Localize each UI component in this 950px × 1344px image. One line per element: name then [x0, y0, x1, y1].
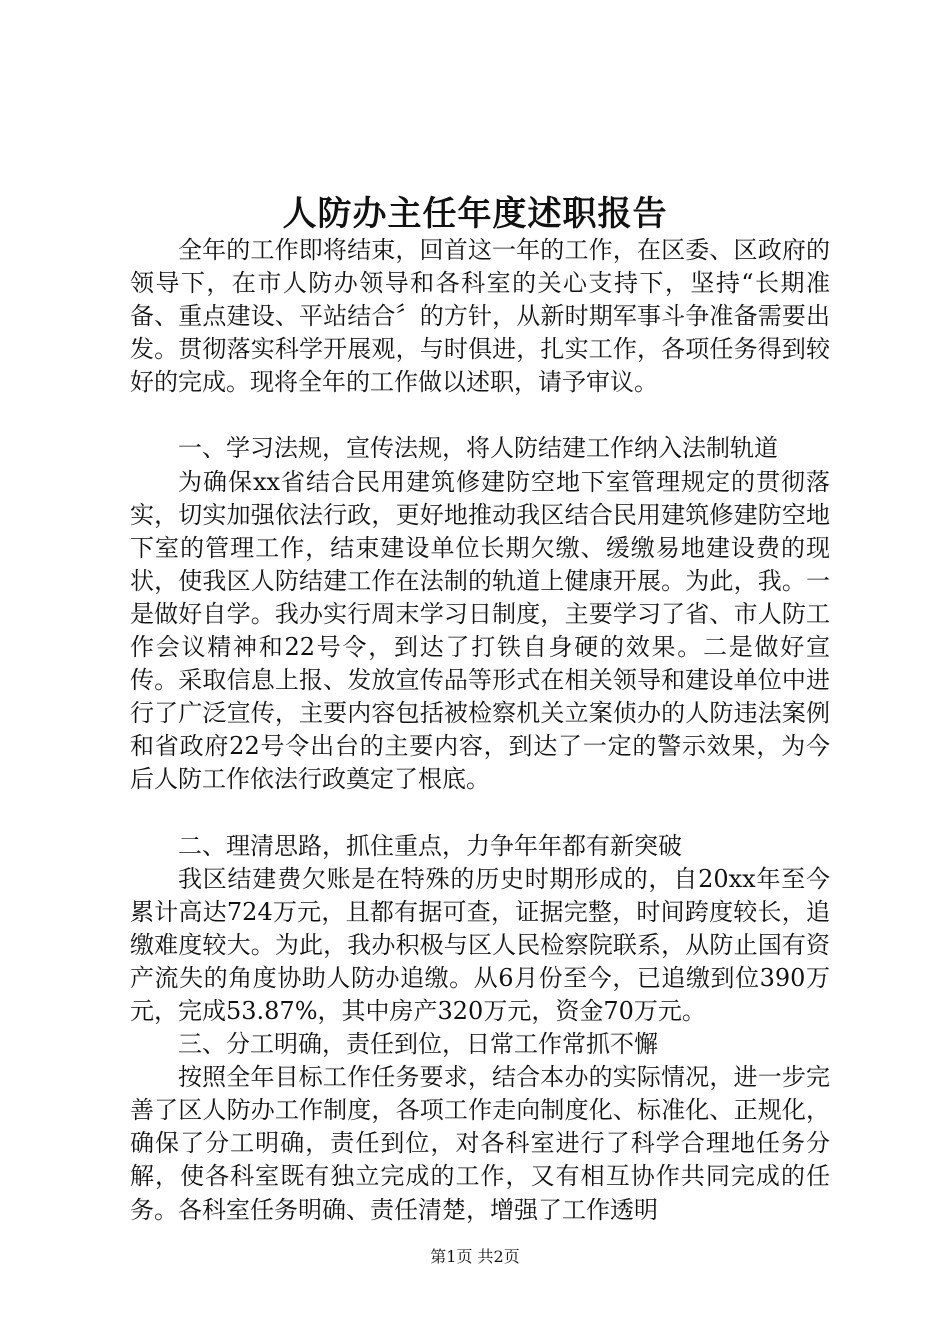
section-1-body: 为确保xx省结合民用建筑修建防空地下室管理规定的贯彻落实，切实加强依法行政，更好地推动我区结合民用建筑修建防空地下室的管理工作，结束建设单位长期欠缴、缓缴易地建设费的现状，使我区人防结建工作在法制的轨道上健康开展。为此，我。一是做好自学。我办实行周末学习日制度，主要学习了省、市人防工作会议精神和22号令，到达了打铁自身硬的效果。二是做好宣传。采取信息上报、发放宣传品等形式在相关领导和建设单位中进行了广泛宣传，主要内容包括被检察机关立案侦办的人防违法案例和省政府22号令出台的主要内容，到达了一定的警示效果，为今后人防工作依法行政奠定了根底。 — [130, 467, 830, 794]
document-body — [130, 234, 830, 1227]
section-3-heading: 三、分工明确，责任到位，日常工作常抓不懈 — [178, 1030, 658, 1059]
paragraph-gap — [130, 797, 830, 830]
section-1-heading: 一、学习法规，宣传法规，将人防结建工作纳入法制轨道 — [178, 434, 778, 463]
section-2-body: 我区结建费欠账是在特殊的历史时期形成的，自20xx年至今累计高达724万元，且都有据可查，证据完整，时间跨度较长，追缴难度较大。为此，我办积极与区人民检察院联系，从防止国有资产流失的角度协助人防办追缴。从6月份至今，已追缴到位390万元，完成53.87%，其中房产320万元，资金70万元。 — [130, 864, 830, 1025]
document-title: 人防办主任年度述职报告 — [282, 194, 668, 234]
section-2-heading: 二、理清思路，抓住重点，力争年年都有新突破 — [178, 831, 682, 860]
page-number-footer: 第1页 共2页 — [430, 1247, 520, 1266]
section-3-body: 按照全年目标工作任务要求，结合本办的实际情况，进一步完善了区人防办工作制度，各项工作走向制度化、标准化、正规化，确保了分工明确，责任到位，对各科室进行了科学合理地任务分解，使各科室既有独立完成的工作，又有相互协作共同完成的任务。各科室任务明确、责任清楚，增强了工作透明 — [130, 1063, 830, 1224]
paragraph-gap — [130, 399, 830, 432]
intro-paragraph: 全年的工作即将结束，回首这一年的工作，在区委、区政府的领导下，在市人防办领导和各科室的关心支持下，坚持“长期准备、重点建设、平站结合〞的方针，从新时期军事斗争准备需要出发。贯彻落实科学开展观，与时俱进，扎实工作，各项任务得到较好的完成。现将全年的工作做以述职，请予审议。 — [130, 236, 830, 397]
